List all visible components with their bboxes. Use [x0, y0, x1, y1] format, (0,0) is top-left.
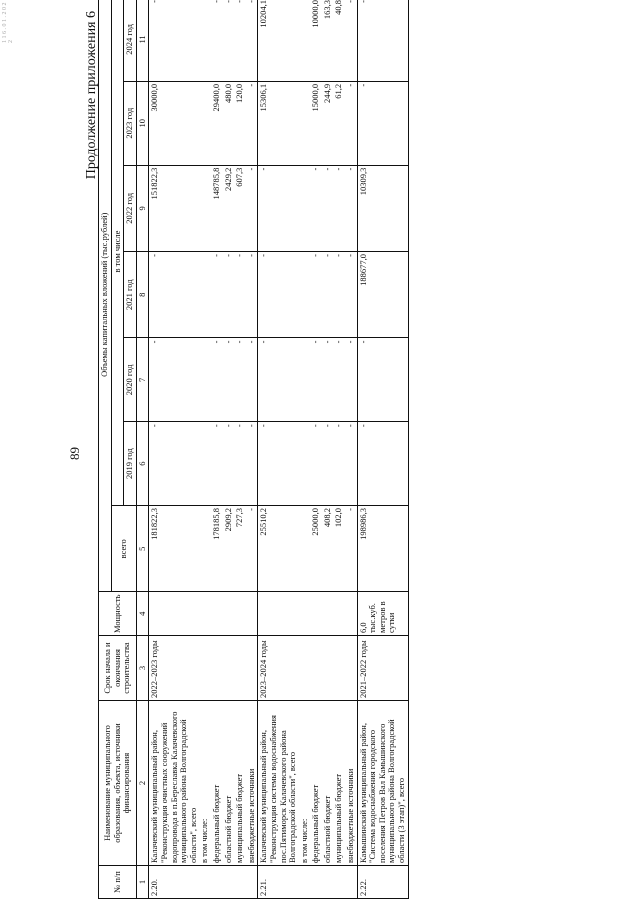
- row-total-value: 178185,8: [211, 506, 223, 592]
- row-year-value: -: [357, 338, 408, 422]
- header-year: 2024 год: [124, 0, 137, 81]
- row-year-value: -: [149, 422, 199, 506]
- row-year-value: -: [211, 0, 223, 81]
- row-total-value: 2909,2: [223, 506, 235, 592]
- header-year: 2022 год: [124, 165, 137, 251]
- row-year-value: -: [246, 165, 258, 251]
- row-year-value: 10000,0: [310, 0, 322, 81]
- header-volume: Объемы капитальных вложений (тыс.рублей): [99, 0, 112, 592]
- row-number: [299, 866, 311, 899]
- row-number: [310, 866, 322, 899]
- row-year-value: -: [234, 422, 246, 506]
- row-year-value: -: [310, 422, 322, 506]
- column-number: 10: [136, 81, 149, 165]
- row-year-value: -: [246, 0, 258, 81]
- row-year-value: 40,8: [333, 0, 345, 81]
- row-capacity: [310, 592, 322, 636]
- row-total-value: 727,3: [234, 506, 246, 592]
- row-year-value: 30000,0: [149, 81, 199, 165]
- row-year-value: [199, 81, 211, 165]
- row-year-value: -: [223, 338, 235, 422]
- row-name: муниципальный бюджет: [234, 701, 246, 866]
- row-year-value: [299, 422, 311, 506]
- row-year-value: -: [211, 252, 223, 338]
- table-row-source: [299, 0, 311, 899]
- row-year-value: 61,2: [333, 81, 345, 165]
- column-number: 6: [136, 422, 149, 506]
- row-capacity: [333, 592, 345, 636]
- row-term: [310, 636, 322, 701]
- header-including: в том числе: [111, 0, 124, 506]
- row-capacity: [246, 592, 258, 636]
- row-term: [234, 636, 246, 701]
- row-term: 2023–2024 годы: [258, 636, 299, 701]
- row-name: федеральный бюджет: [310, 701, 322, 866]
- row-year-value: [299, 252, 311, 338]
- table-row-source: [211, 0, 223, 899]
- row-year-value: 10204,1: [258, 0, 299, 81]
- row-capacity: 6,0 тыс.куб. метров в сутки: [357, 592, 408, 636]
- column-number: 8: [136, 252, 149, 338]
- column-number: 7: [136, 338, 149, 422]
- row-year-value: -: [322, 422, 334, 506]
- column-number: 11: [136, 0, 149, 81]
- appendix-heading: Продолжение приложения 6: [84, 11, 99, 180]
- row-capacity: [299, 592, 311, 636]
- row-year-value: -: [322, 165, 334, 251]
- row-name: в том числе:: [299, 701, 311, 866]
- row-total-value: [199, 506, 211, 592]
- row-year-value: -: [246, 252, 258, 338]
- row-year-value: 15306,1: [258, 81, 299, 165]
- row-year-value: -: [357, 422, 408, 506]
- row-capacity: [345, 592, 357, 636]
- row-year-value: [199, 252, 211, 338]
- row-year-value: [199, 165, 211, 251]
- row-year-value: -: [234, 338, 246, 422]
- row-year-value: 607,3: [234, 165, 246, 251]
- table-row-source: [345, 0, 357, 899]
- row-year-value: -: [357, 81, 408, 165]
- row-year-value: 480,0: [223, 81, 235, 165]
- row-name: областной бюджет: [223, 701, 235, 866]
- row-year-value: -: [246, 422, 258, 506]
- row-number: [246, 866, 258, 899]
- capital-investment-table: [98, 0, 409, 899]
- column-number: 5: [136, 506, 149, 592]
- row-year-value: 10309,3: [357, 165, 408, 251]
- table-row-item: [258, 0, 299, 899]
- row-year-value: -: [310, 338, 322, 422]
- table-row-source: [322, 0, 334, 899]
- row-year-value: -: [149, 0, 199, 81]
- row-total-value: 102,0: [333, 506, 345, 592]
- table-row-source: [199, 0, 211, 899]
- row-year-value: -: [345, 338, 357, 422]
- row-name: Камышинский муниципальный район, "Система водоснабжения городского поселения Петров Вал Камышинского муниципального района Волгоградской области (3 этап)", всего: [357, 701, 408, 866]
- table-row-source: [223, 0, 235, 899]
- table-row-source: [246, 0, 258, 899]
- row-year-value: 120,0: [234, 81, 246, 165]
- row-year-value: -: [345, 165, 357, 251]
- row-number: [234, 866, 246, 899]
- row-year-value: -: [322, 252, 334, 338]
- table-body: [149, 0, 408, 899]
- row-capacity: [223, 592, 235, 636]
- row-term: [199, 636, 211, 701]
- header-total: всего: [111, 506, 136, 592]
- row-year-value: 188677,0: [357, 252, 408, 338]
- column-number: 1: [136, 866, 149, 899]
- row-capacity: [322, 592, 334, 636]
- row-total-value: 181822,3: [149, 506, 199, 592]
- header-term: Срок начала и окончания строительства: [99, 636, 137, 701]
- header-year: 2019 год: [124, 422, 137, 506]
- header-year: 2023 год: [124, 81, 137, 165]
- row-year-value: -: [345, 252, 357, 338]
- header-no: № п/п: [99, 866, 137, 899]
- header-year: 2020 год: [124, 338, 137, 422]
- row-capacity: [258, 592, 299, 636]
- table-row-source: [234, 0, 246, 899]
- header-name: Наименование муниципального образования, объекта, источники финансирования: [99, 701, 137, 866]
- column-number: 3: [136, 636, 149, 701]
- row-year-value: 2429,2: [223, 165, 235, 251]
- row-year-value: -: [211, 338, 223, 422]
- row-name: внебюджетные источники: [246, 701, 258, 866]
- row-year-value: -: [333, 165, 345, 251]
- table-row-item: [357, 0, 408, 899]
- row-year-value: -: [345, 422, 357, 506]
- page-number: 89: [67, 447, 82, 460]
- column-number: 4: [136, 592, 149, 636]
- row-year-value: [299, 81, 311, 165]
- row-term: [345, 636, 357, 701]
- row-year-value: 29400,0: [211, 81, 223, 165]
- row-capacity: [149, 592, 199, 636]
- row-year-value: -: [333, 338, 345, 422]
- row-year-value: -: [322, 338, 334, 422]
- row-year-value: -: [310, 165, 322, 251]
- row-total-value: 25510,2: [258, 506, 299, 592]
- row-year-value: -: [234, 0, 246, 81]
- row-year-value: -: [149, 338, 199, 422]
- row-number: [322, 866, 334, 899]
- table-row-source: [310, 0, 322, 899]
- row-year-value: -: [333, 252, 345, 338]
- row-term: [246, 636, 258, 701]
- row-year-value: -: [234, 252, 246, 338]
- row-year-value: -: [345, 81, 357, 165]
- row-year-value: -: [223, 422, 235, 506]
- column-number: 9: [136, 165, 149, 251]
- row-year-value: [199, 0, 211, 81]
- row-year-value: [299, 165, 311, 251]
- row-year-value: [299, 0, 311, 81]
- row-year-value: -: [333, 422, 345, 506]
- row-number: [345, 866, 357, 899]
- row-year-value: -: [246, 338, 258, 422]
- row-year-value: -: [310, 252, 322, 338]
- row-name: внебюджетные источники: [345, 701, 357, 866]
- row-total-value: 198986,3: [357, 506, 408, 592]
- row-year-value: -: [258, 338, 299, 422]
- header-capacity: Мощность: [99, 592, 137, 636]
- row-year-value: [199, 422, 211, 506]
- table-row-source: [333, 0, 345, 899]
- row-year-value: [299, 338, 311, 422]
- row-year-value: -: [246, 81, 258, 165]
- row-year-value: [199, 338, 211, 422]
- row-term: [211, 636, 223, 701]
- row-capacity: [211, 592, 223, 636]
- row-term: [223, 636, 235, 701]
- row-year-value: -: [258, 252, 299, 338]
- row-number: [333, 866, 345, 899]
- row-name: областной бюджет: [322, 701, 334, 866]
- row-capacity: [199, 592, 211, 636]
- row-number: 2.20.: [149, 866, 199, 899]
- row-number: 2.21.: [258, 866, 299, 899]
- row-number: [223, 866, 235, 899]
- row-year-value: 151822,3: [149, 165, 199, 251]
- row-total-value: [299, 506, 311, 592]
- row-name: Калачевский муниципальный район, "Реконструкция системы водоснабжения пос.Пятиморск Калачевского района Волгоградской области", всего: [258, 701, 299, 866]
- row-term: [322, 636, 334, 701]
- table-row-item: [149, 0, 199, 899]
- row-number: [199, 866, 211, 899]
- row-name: муниципальный бюджет: [333, 701, 345, 866]
- row-number: 2.22.: [357, 866, 408, 899]
- row-term: [333, 636, 345, 701]
- row-term: [299, 636, 311, 701]
- row-total-value: 25000,0: [310, 506, 322, 592]
- row-year-value: -: [149, 252, 199, 338]
- row-year-value: -: [258, 422, 299, 506]
- header-year: 2021 год: [124, 252, 137, 338]
- row-name: Калачевский муниципальный район, "Реконструкция очистных сооружений водопровода в п.Береславка Калачевского муниципального района Волгоградской области", всего: [149, 701, 199, 866]
- column-numbers-row: [136, 0, 149, 899]
- row-year-value: -: [211, 422, 223, 506]
- row-term: 2022–2023 годы: [149, 636, 199, 701]
- page-top-mark: 1 1 6 . 0 1 . 2 0 2 2: [2, 2, 14, 43]
- row-year-value: 148785,8: [211, 165, 223, 251]
- row-year-value: -: [357, 0, 408, 81]
- row-year-value: -: [223, 252, 235, 338]
- row-term: 2021–2022 годы: [357, 636, 408, 701]
- table-header: [99, 0, 149, 899]
- row-capacity: [234, 592, 246, 636]
- row-year-value: 15000,0: [310, 81, 322, 165]
- row-number: [211, 866, 223, 899]
- row-total-value: 408,2: [322, 506, 334, 592]
- row-year-value: -: [345, 0, 357, 81]
- row-total-value: -: [345, 506, 357, 592]
- row-name: федеральный бюджет: [211, 701, 223, 866]
- row-year-value: 163,3: [322, 0, 334, 81]
- row-year-value: 244,9: [322, 81, 334, 165]
- row-year-value: -: [258, 165, 299, 251]
- row-year-value: -: [223, 0, 235, 81]
- column-number: 2: [136, 701, 149, 866]
- row-total-value: -: [246, 506, 258, 592]
- row-name: в том числе:: [199, 701, 211, 866]
